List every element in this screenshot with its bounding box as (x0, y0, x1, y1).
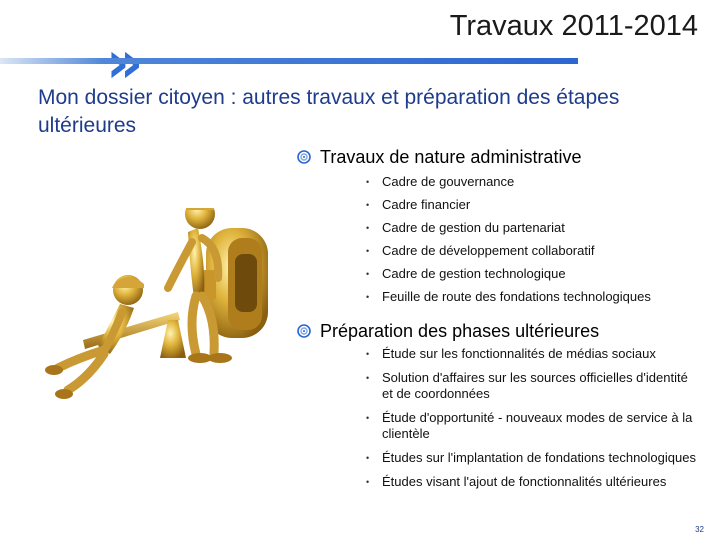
list-item: • Cadre de gestion technologique (296, 266, 716, 282)
list-item: • Solution d'affaires sur les sources officielles d'identité et de coordonnées (296, 370, 696, 402)
item-list (296, 174, 716, 305)
gold-figures-illustration (28, 208, 298, 458)
item-list (296, 346, 696, 490)
slide-title: Travaux 2011-2014 (449, 10, 698, 42)
section-heading-text: Travaux de nature administrative (320, 147, 582, 167)
slide-subtitle: Mon dossier citoyen : autres travaux et préparation des étapes ultérieures (38, 86, 620, 137)
list-item: • Études sur l'implantation de fondations technologiques (296, 450, 696, 466)
list-item: • Études visant l'ajout de fonctionnalités ultérieures (296, 474, 696, 490)
list-item: • Étude sur les fonctionnalités de médias sociaux (296, 346, 696, 362)
seesaw-pivot (160, 320, 186, 358)
section-heading-text: Préparation des phases ultérieures (320, 321, 600, 341)
list-item: • Cadre de développement collaboratif (296, 243, 716, 259)
list-item: • Étude d'opportunité - nouveaux modes de service à la clientèle (296, 410, 696, 442)
swirl-bullet-icon (296, 323, 312, 339)
section-administrative (296, 146, 716, 305)
list-item: • Feuille de route des fondations technologiques (296, 289, 716, 305)
section-heading (296, 320, 716, 342)
section-preparation (296, 320, 716, 490)
list-item: • Cadre de gestion du partenariat (296, 220, 716, 236)
swirl-bullet-icon (296, 149, 312, 165)
page-number: 32 (695, 525, 704, 534)
list-item: • Cadre financier (296, 197, 716, 213)
list-item: • Cadre de gouvernance (296, 174, 716, 190)
title-underline (0, 58, 578, 64)
section-heading (296, 146, 716, 168)
